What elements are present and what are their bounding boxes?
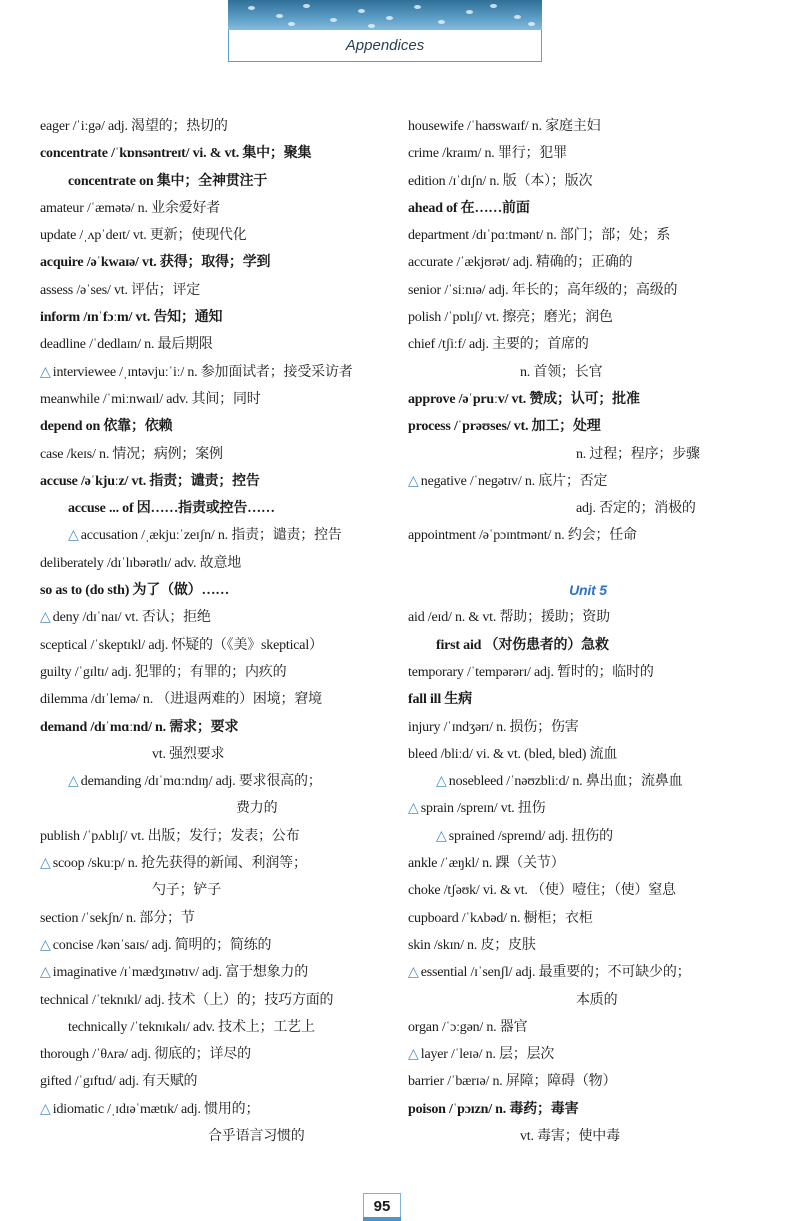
entry-text: demand /dɪˈmɑːnd/ n. 需求；要求: [40, 719, 239, 735]
entry-text: approve /əˈpruːv/ vt. 赞成；认可；批准: [408, 391, 640, 407]
glossary-entry: [40, 386, 385, 413]
glossary-entry: [408, 795, 768, 822]
triangle-icon: △: [408, 473, 419, 489]
glossary-entry: [408, 304, 768, 331]
glossary-entry: [408, 495, 768, 522]
banner-droplet: [276, 14, 283, 18]
glossary-entry: [408, 850, 768, 877]
triangle-icon: △: [436, 828, 447, 844]
entry-text: accusation /ˌækjuːˈzeɪʃn/ n. 指责；谴责；控告: [80, 528, 342, 544]
glossary-entry: [408, 905, 768, 932]
entry-text: appointment /əˈpɔɪntmənt/ n. 约会；任命: [408, 528, 637, 544]
entry-text: fall ill 生病: [408, 692, 472, 708]
glossary-entry: [40, 331, 385, 358]
entry-text: dilemma /dɪˈlemə/ n. （进退两难的）困境；窘境: [40, 692, 322, 708]
banner-droplet: [248, 6, 255, 10]
glossary-entry: [40, 795, 385, 822]
unit-heading: [408, 577, 768, 604]
glossary-entry: [40, 659, 385, 686]
entry-text: section /ˈsekʃn/ n. 部分；节: [40, 910, 195, 926]
entry-text: scoop /skuːp/ n. 抢先获得的新闻、利润等；: [52, 856, 307, 872]
entry-text: nosebleed /ˈnəʊzbliːd/ n. 鼻出血；流鼻血: [448, 774, 683, 790]
entry-text: sceptical /ˈskeptɪkl/ adj. 怀疑的（《美》skeptical）: [40, 637, 323, 653]
glossary-entry: [40, 1041, 385, 1068]
glossary-entry: [40, 1014, 385, 1041]
glossary-entry: [408, 1096, 768, 1123]
entry-text: accuse ... of 因……指责或控告……: [68, 501, 275, 517]
entry-text: barrier /ˈbærɪə/ n. 屏障；障碍（物）: [408, 1074, 617, 1090]
entry-text: guilty /ˈgɪltɪ/ adj. 犯罪的；有罪的；内疚的: [40, 664, 287, 680]
entry-text: organ /ˈɔːgən/ n. 器官: [408, 1019, 528, 1035]
entry-text: injury /ˈɪndʒərɪ/ n. 损伤；伤害: [408, 719, 579, 735]
glossary-entry: [408, 359, 768, 386]
entry-text: depend on 依靠；依赖: [40, 419, 173, 435]
entry-text: accuse /əˈkjuːz/ vt. 指责；谴责；控告: [40, 473, 260, 489]
entry-text: deny /dɪˈnaɪ/ vt. 否认；拒绝: [52, 610, 211, 626]
banner-droplet: [514, 15, 521, 19]
entry-text: vt. 强烈要求: [152, 746, 225, 762]
glossary-entry: [40, 195, 385, 222]
entry-text: department /dɪˈpɑːtmənt/ n. 部门；部；处；系: [408, 228, 671, 244]
triangle-icon: △: [408, 965, 419, 981]
entry-text: chief /tʃiːf/ adj. 主要的；首席的: [408, 337, 589, 353]
glossary-entry: [408, 195, 768, 222]
triangle-icon: △: [68, 774, 79, 790]
glossary-entry: [40, 168, 385, 195]
glossary-entry: [408, 959, 768, 986]
banner-droplet: [438, 20, 445, 24]
entry-text: eager /ˈiːgə/ adj. 渴望的；热切的: [40, 119, 228, 134]
glossary-entry: [40, 140, 385, 167]
glossary-entry: [40, 413, 385, 440]
glossary-entry: [408, 249, 768, 276]
glossary-entry: [40, 686, 385, 713]
entry-text: essential /ɪˈsenʃl/ adj. 最重要的；不可缺少的；: [420, 965, 691, 981]
glossary-entry: [408, 632, 768, 659]
section-tab: [228, 30, 542, 62]
glossary-entry: [40, 304, 385, 331]
entry-text: sprained /spreɪnd/ adj. 扭伤的: [448, 828, 613, 844]
entry-text: inform /ɪnˈfɔːm/ vt. 告知；通知: [40, 310, 223, 326]
page-number: 95: [363, 1193, 401, 1219]
glossary-entry: [408, 987, 768, 1014]
triangle-icon: △: [40, 364, 51, 380]
entry-text: housewife /ˈhaʊswaɪf/ n. 家庭主妇: [408, 119, 601, 134]
entry-text: deliberately /dɪˈlɪbərətlɪ/ adv. 故意地: [40, 555, 242, 571]
glossary-entry: [40, 359, 385, 386]
entry-text: idiomatic /ˌɪdɪəˈmætɪk/ adj. 惯用的；: [52, 1101, 260, 1117]
glossary-entry: [408, 468, 768, 495]
entry-text: 合乎语言习惯的: [208, 1128, 305, 1144]
entry-text: vt. 毒害；使中毒: [520, 1128, 620, 1144]
glossary-entry: [40, 741, 385, 768]
glossary-entry: [408, 113, 768, 140]
glossary-entry: [408, 741, 768, 768]
entry-text: cupboard /ˈkʌbəd/ n. 橱柜；衣柜: [408, 910, 593, 926]
triangle-icon: △: [40, 937, 51, 953]
entry-text: technical /ˈteknɪkl/ adj. 技术（上）的；技巧方面的: [40, 992, 334, 1008]
glossary-entry: [408, 714, 768, 741]
entry-text: so as to (do sth) 为了（做）……: [40, 583, 230, 599]
triangle-icon: △: [408, 801, 419, 817]
triangle-icon: △: [40, 856, 51, 872]
triangle-icon: △: [40, 1101, 51, 1117]
page-number-bar: [363, 1217, 401, 1221]
glossary-entry: [408, 331, 768, 358]
glossary-entry: [408, 686, 768, 713]
entry-text: case /keɪs/ n. 情况；病例；案例: [40, 446, 223, 462]
entry-text: interviewee /ˌɪntəvjuːˈiː/ n. 参加面试者；接受采访者: [52, 364, 353, 380]
glossary-entry: [40, 1096, 385, 1123]
triangle-icon: △: [40, 965, 51, 981]
glossary-entry: [40, 577, 385, 604]
banner-droplet: [490, 4, 497, 8]
entry-text: 本质的: [576, 992, 618, 1008]
glossary-entry: [408, 659, 768, 686]
entry-text: layer /ˈleɪə/ n. 层；层次: [420, 1047, 555, 1063]
glossary-entry: [40, 768, 385, 795]
glossary-entry: [40, 823, 385, 850]
entry-text: concise /kənˈsaɪs/ adj. 简明的；简练的: [52, 937, 272, 953]
entry-text: amateur /ˈæmətə/ n. 业余爱好者: [40, 200, 221, 216]
entry-text: acquire /əˈkwaɪə/ vt. 获得；取得；学到: [40, 255, 271, 271]
right-column: [408, 113, 768, 1150]
entry-text: meanwhile /ˈmiːnwaɪl/ adv. 其间；同时: [40, 391, 261, 407]
glossary-entry: [408, 768, 768, 795]
glossary-entry: [40, 495, 385, 522]
entry-text: choke /tʃəʊk/ vi. & vt. （使）噎住；（使）窒息: [408, 883, 676, 899]
glossary-entry: [408, 168, 768, 195]
glossary-entry: [408, 441, 768, 468]
entry-text: update /ˌʌpˈdeɪt/ vt. 更新；使现代化: [40, 228, 247, 244]
banner-droplet: [368, 24, 375, 28]
entry-text: temporary /ˈtempərərɪ/ adj. 暂时的；临时的: [408, 664, 654, 680]
glossary-entry: [408, 1041, 768, 1068]
entry-text: ankle /ˈæŋkl/ n. 踝（关节）: [408, 856, 565, 872]
entry-text: imaginative /ɪˈmædʒɪnətɪv/ adj. 富于想象力的: [52, 965, 309, 981]
entry-text: crime /kraɪm/ n. 罪行；犯罪: [408, 146, 567, 162]
entry-text: accurate /ˈækjʊrət/ adj. 精确的；正确的: [408, 255, 633, 271]
entry-text: 勺子；铲子: [152, 883, 221, 899]
glossary-entry: [408, 1014, 768, 1041]
glossary-entry: [40, 932, 385, 959]
glossary-entry: [408, 932, 768, 959]
glossary-entry: [408, 604, 768, 631]
glossary-entry: [408, 222, 768, 249]
entry-text: demanding /dɪˈmɑːndɪŋ/ adj. 要求很高的；: [80, 774, 322, 790]
glossary-entry: [40, 1123, 385, 1150]
glossary-entry: [40, 277, 385, 304]
glossary-entry: [408, 522, 768, 549]
entry-text: 费力的: [236, 801, 278, 817]
entry-text: deadline /ˈdedlaɪn/ n. 最后期限: [40, 337, 213, 353]
glossary-entry: [40, 522, 385, 549]
triangle-icon: △: [436, 774, 447, 790]
banner-droplet: [386, 16, 393, 20]
banner-droplet: [288, 22, 295, 26]
glossary-entry: [40, 850, 385, 877]
glossary-entry: [40, 441, 385, 468]
entry-text: n. 过程；程序；步骤: [576, 446, 700, 462]
entry-text: concentrate on 集中；全神贯注于: [68, 173, 268, 189]
entry-text: skin /skɪn/ n. 皮；皮肤: [408, 937, 536, 953]
entry-text: bleed /bliːd/ vi. & vt. (bled, bled) 流血: [408, 746, 618, 762]
entry-text: senior /ˈsiːnɪə/ adj. 年长的；高年级的；高级的: [408, 282, 678, 298]
glossary-entry: [40, 877, 385, 904]
entry-text: ahead of 在……前面: [408, 200, 530, 216]
glossary-entry: [40, 222, 385, 249]
entry-text: thorough /ˈθʌrə/ adj. 彻底的；详尽的: [40, 1047, 251, 1063]
glossary-entry: [40, 550, 385, 577]
glossary-entry: [408, 277, 768, 304]
glossary-entry: [408, 413, 768, 440]
entry-text: aid /eɪd/ n. & vt. 帮助；援助；资助: [408, 610, 610, 626]
entry-text: edition /ɪˈdɪʃn/ n. 版（本）；版次: [408, 173, 593, 189]
glossary-entry: [408, 877, 768, 904]
glossary-entry: [40, 249, 385, 276]
banner-droplet: [330, 18, 337, 22]
entry-text: assess /əˈses/ vt. 评估；评定: [40, 282, 201, 298]
glossary-entry: [408, 386, 768, 413]
entry-text: technically /ˈteknɪkəlɪ/ adv. 技术上；工艺上: [68, 1019, 315, 1035]
entry-text: first aid （对伤患者的）急救: [436, 637, 609, 653]
section-title: Appendices: [345, 37, 425, 54]
glossary-entry: [408, 550, 768, 577]
entry-text: adj. 否定的；消极的: [576, 501, 696, 517]
entry-text: n. 首领；长官: [520, 364, 603, 380]
banner-droplet: [528, 22, 535, 26]
glossary-entry: [40, 905, 385, 932]
entry-text: poison /ˈpɔɪzn/ n. 毒药；毒害: [408, 1101, 579, 1117]
glossary-entry: [408, 823, 768, 850]
triangle-icon: △: [408, 1047, 419, 1063]
entry-text: process /ˈprəʊses/ vt. 加工；处理: [408, 419, 601, 435]
glossary-entry: [40, 959, 385, 986]
header-banner: [228, 0, 542, 30]
triangle-icon: △: [40, 610, 51, 626]
triangle-icon: △: [68, 528, 79, 544]
entry-text: negative /ˈnegətɪv/ n. 底片；否定: [420, 473, 608, 489]
banner-droplet: [358, 9, 365, 13]
left-column: [40, 113, 385, 1150]
glossary-entry: [408, 1123, 768, 1150]
glossary-entry: [40, 1068, 385, 1095]
glossary-entry: [40, 113, 385, 140]
entry-text: gifted /ˈgɪftɪd/ adj. 有天赋的: [40, 1074, 198, 1090]
banner-droplet: [414, 5, 421, 9]
glossary-entry: [40, 604, 385, 631]
glossary-entry: [40, 632, 385, 659]
glossary-entry: [408, 140, 768, 167]
glossary-entry: [408, 1068, 768, 1095]
banner-droplet: [303, 4, 310, 8]
entry-text: publish /ˈpʌblɪʃ/ vt. 出版；发行；发表；公布: [40, 828, 300, 844]
banner-droplet: [466, 10, 473, 14]
glossary-entry: [40, 714, 385, 741]
glossary-entry: [40, 468, 385, 495]
glossary-entry: [40, 987, 385, 1014]
entry-text: concentrate /ˈkɒnsəntreɪt/ vi. & vt. 集中；聚集: [40, 146, 312, 162]
entry-text: sprain /spreɪn/ vt. 扭伤: [420, 801, 546, 817]
entry-text: polish /ˈpɒlɪʃ/ vt. 擦亮；磨光；润色: [408, 310, 613, 326]
entry-text: Unit 5: [569, 582, 607, 599]
